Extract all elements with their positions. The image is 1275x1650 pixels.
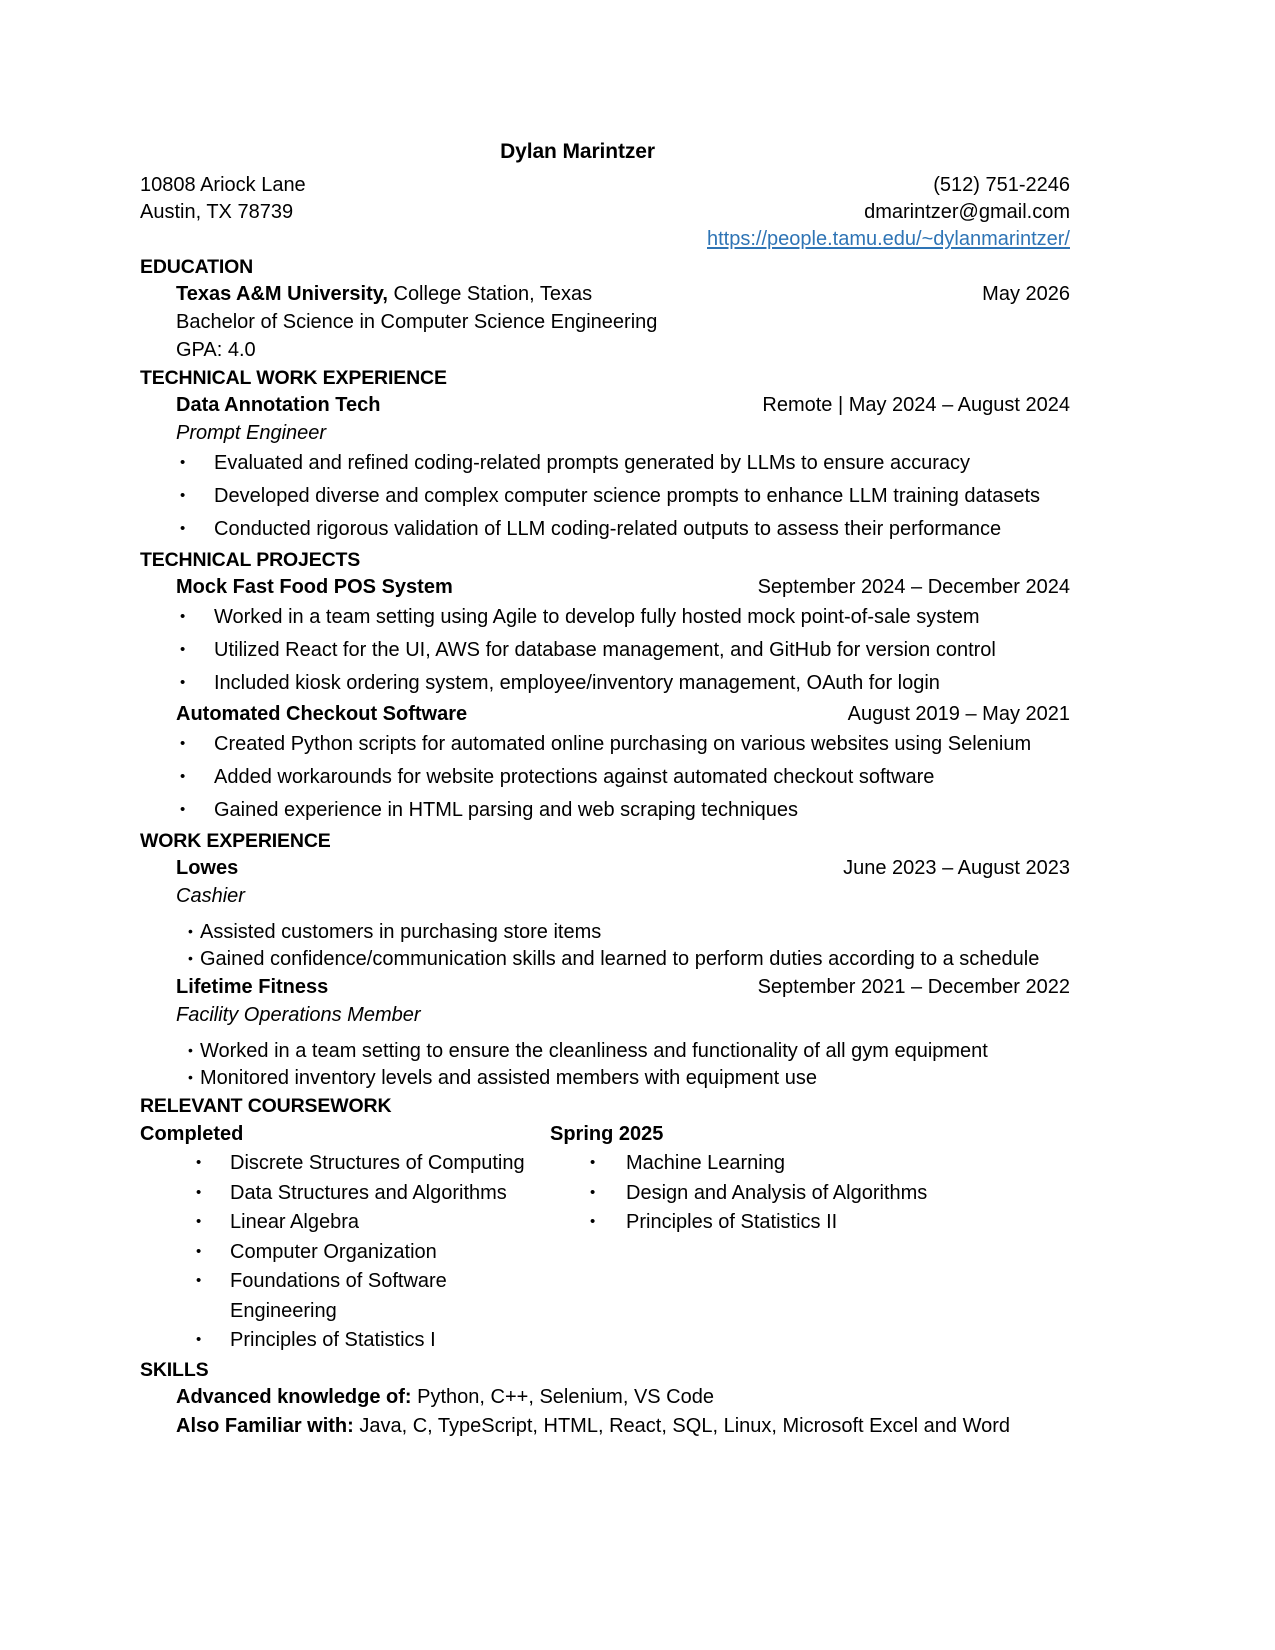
job-bullets-lowes (140, 919, 1070, 973)
list-item: • Principles of Statistics I (140, 1326, 550, 1356)
candidate-name: Dylan Marintzer (500, 140, 655, 163)
technical-work-role: Prompt Engineer (176, 422, 327, 444)
list-item: • Discrete Structures of Computing (140, 1149, 550, 1179)
list-item: • Gained experience in HTML parsing and web scraping techniques (140, 794, 1070, 827)
list-item: • Evaluated and refined coding-related prompts generated by LLMs to ensure accuracy (140, 447, 1070, 480)
contact-details (707, 172, 1070, 253)
coursework-upcoming-label: Spring 2025 (550, 1123, 664, 1145)
coursework-upcoming-column (550, 1119, 1070, 1356)
school-name: Texas A&M University, (176, 283, 388, 305)
coursework-upcoming-list (550, 1149, 1070, 1238)
address-line-1: 10808 Ariock Lane (140, 174, 306, 196)
technical-work-entry (140, 391, 1070, 419)
list-item: • Assisted customers in purchasing store items (140, 919, 1070, 946)
list-item: • Included kiosk ordering system, employee/inventory management, OAuth for login (140, 667, 1070, 700)
list-item: • Monitored inventory levels and assisted members with equipment use (140, 1065, 1070, 1092)
list-item: • Design and Analysis of Algorithms (550, 1179, 1070, 1209)
list-item: • Computer Organization (140, 1238, 550, 1268)
project-entry-pos-system (140, 573, 1070, 601)
skills-advanced (140, 1383, 1070, 1412)
coursework-completed-column (140, 1119, 550, 1356)
education-date: May 2026 (982, 283, 1070, 305)
address-line-2: Austin, TX 78739 (140, 201, 294, 223)
skills-familiar-value: Java, C, TypeScript, HTML, React, SQL, Linux, Microsoft Excel and Word (353, 1414, 1010, 1437)
list-item: • Worked in a team setting using Agile to develop fully hosted mock point-of-sale system (140, 601, 1070, 634)
job-company: Lowes (176, 857, 239, 879)
job-date: September 2021 – December 2022 (757, 976, 1070, 998)
list-item: • Developed diverse and complex computer science prompts to enhance LLM training datasets (140, 480, 1070, 513)
personal-website-link[interactable]: https://people.tamu.edu/~dylanmarintzer/ (707, 228, 1070, 250)
email-address: dmarintzer@gmail.com (864, 201, 1070, 223)
job-role: Facility Operations Member (176, 1004, 421, 1026)
technical-work-company: Data Annotation Tech (176, 394, 381, 416)
list-item: • Worked in a team setting to ensure the cleanliness and functionality of all gym equipment (140, 1038, 1070, 1065)
phone-number: (512) 751-2246 (933, 174, 1070, 196)
section-heading-technical-projects: TECHNICAL PROJECTS (140, 549, 361, 571)
job-entry-lifetime-fitness (140, 973, 1070, 1001)
project-bullets-pos-system (140, 601, 1070, 700)
project-bullets-automated-checkout (140, 728, 1070, 827)
job-role: Cashier (176, 885, 245, 907)
coursework-columns (140, 1119, 1070, 1356)
list-item: • Foundations of Software Engineering (140, 1267, 550, 1326)
project-title: Mock Fast Food POS System (176, 576, 453, 598)
job-bullets-lifetime-fitness (140, 1038, 1070, 1092)
list-item: • Added workarounds for website protections against automated checkout software (140, 761, 1070, 794)
section-heading-skills: SKILLS (140, 1358, 209, 1381)
education-entry (140, 280, 1070, 308)
education-school (176, 280, 592, 308)
technical-work-bullets (140, 447, 1070, 546)
coursework-completed-label: Completed (140, 1123, 244, 1145)
list-item: • Principles of Statistics II (550, 1208, 1070, 1238)
job-date: June 2023 – August 2023 (843, 857, 1070, 879)
list-item: • Linear Algebra (140, 1208, 550, 1238)
list-item: • Utilized React for the UI, AWS for database management, and GitHub for version control (140, 634, 1070, 667)
skills-familiar-label: Also Familiar with: (176, 1414, 354, 1437)
job-company: Lifetime Fitness (176, 976, 329, 998)
coursework-completed-list (140, 1149, 550, 1356)
skills-advanced-label: Advanced knowledge of: (176, 1385, 412, 1408)
education-degree: Bachelor of Science in Computer Science Engineering (176, 311, 658, 333)
project-title: Automated Checkout Software (176, 703, 468, 725)
skills-advanced-value: Python, C++, Selenium, VS Code (411, 1385, 714, 1408)
list-item: • Created Python scripts for automated online purchasing on various websites using Selenium (140, 728, 1070, 761)
list-item: • Machine Learning (550, 1149, 1070, 1179)
list-item: • Data Structures and Algorithms (140, 1179, 550, 1209)
section-heading-work-experience: WORK EXPERIENCE (140, 830, 331, 852)
school-location: College Station, Texas (387, 283, 593, 305)
technical-work-date: Remote | May 2024 – August 2024 (762, 394, 1070, 416)
skills-familiar (140, 1412, 1070, 1441)
list-item: • Conducted rigorous validation of LLM coding-related outputs to assess their performance (140, 513, 1070, 546)
section-heading-technical-work: TECHNICAL WORK EXPERIENCE (140, 367, 447, 389)
section-heading-education: EDUCATION (140, 256, 254, 278)
contact-address (140, 172, 306, 226)
contact-block (140, 172, 1070, 253)
section-heading-coursework: RELEVANT COURSEWORK (140, 1095, 392, 1117)
project-entry-automated-checkout (140, 700, 1070, 728)
project-date: September 2024 – December 2024 (757, 576, 1070, 598)
list-item: • Gained confidence/communication skills and learned to perform duties according to a schedule (140, 946, 1070, 973)
education-gpa: GPA: 4.0 (176, 339, 256, 361)
project-date: August 2019 – May 2021 (847, 703, 1070, 725)
job-entry-lowes (140, 854, 1070, 882)
